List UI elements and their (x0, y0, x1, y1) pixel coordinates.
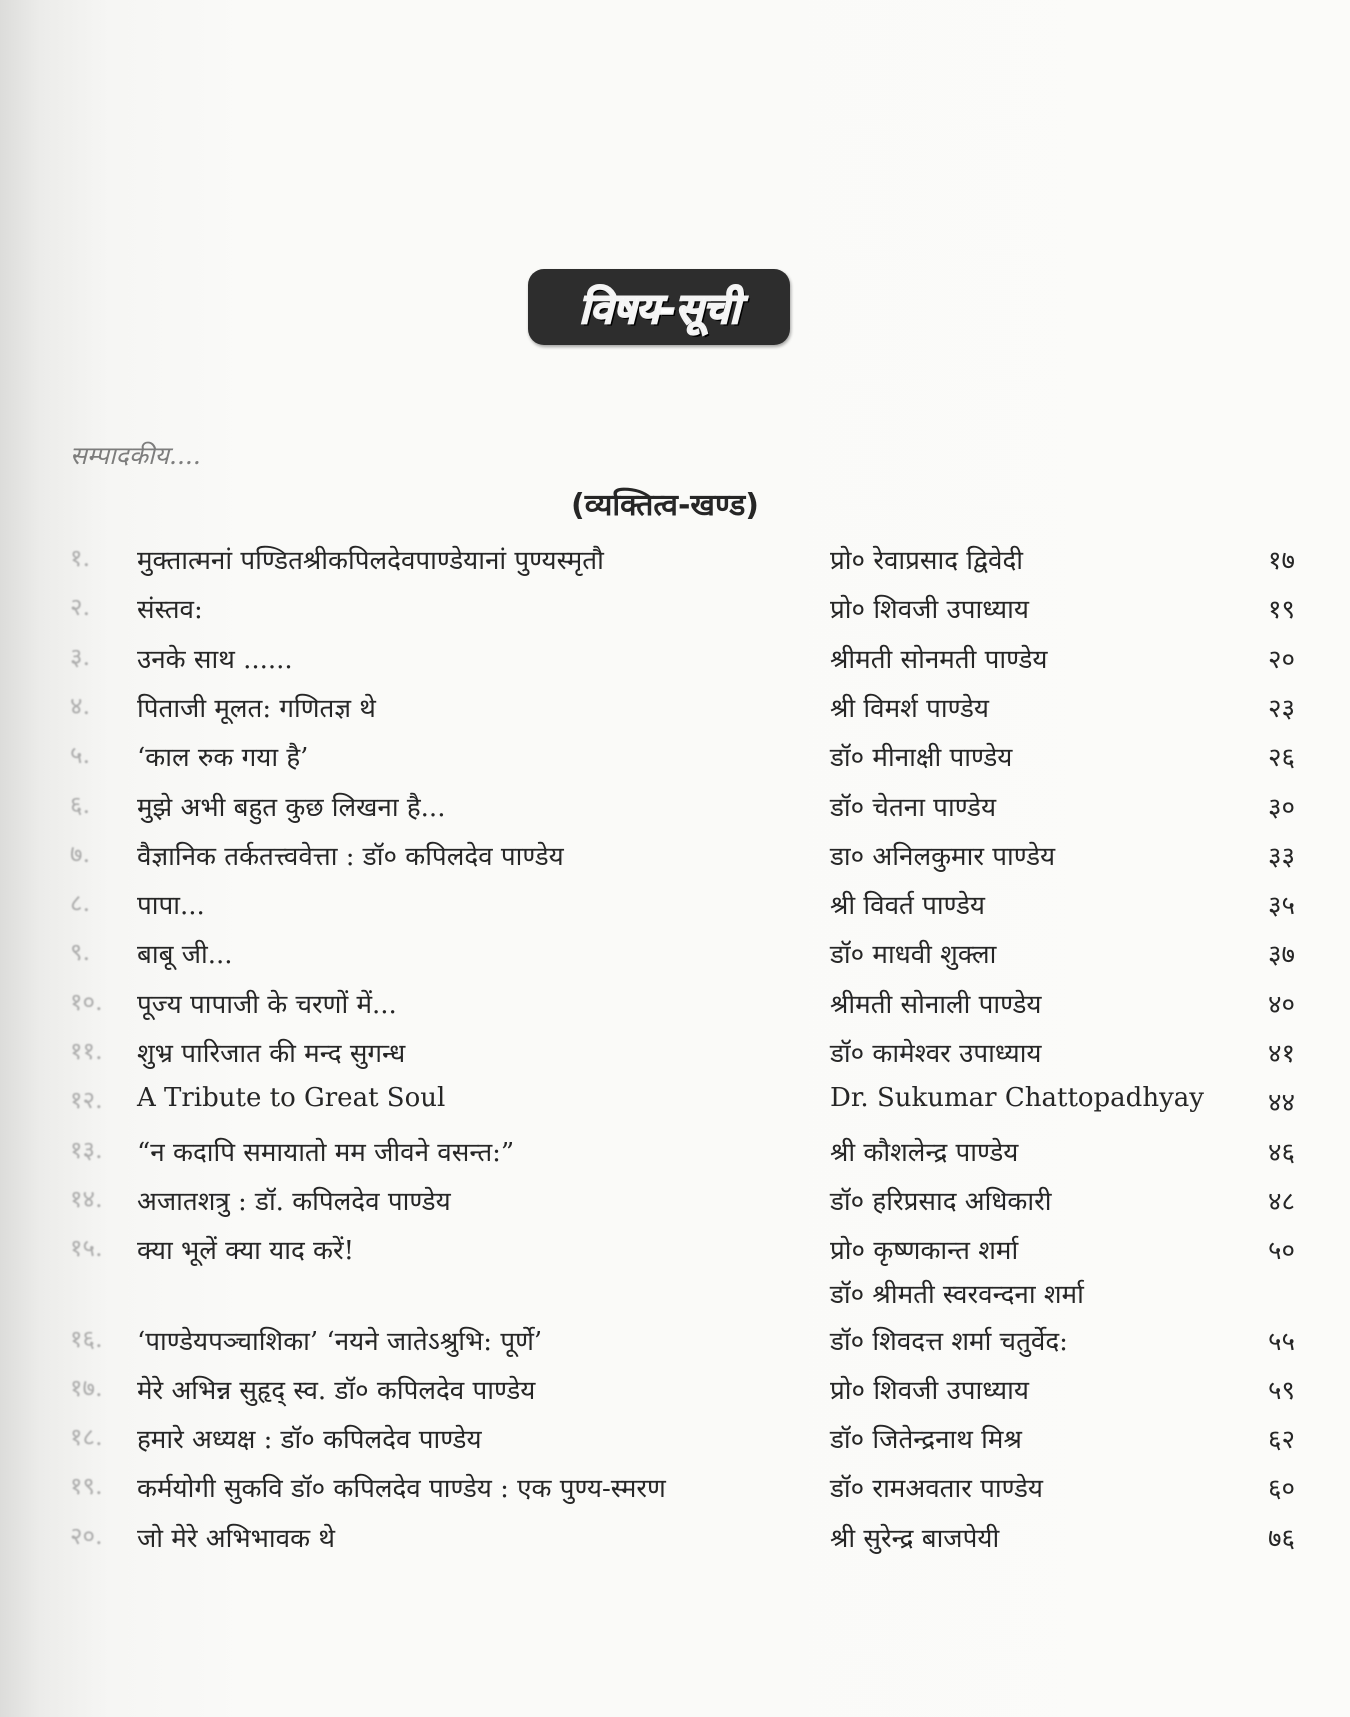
entry-number: ८. (70, 889, 91, 918)
entry-author: डॉ० रामअवतार पाण्डेय (830, 1474, 1043, 1505)
entry-number: १५. (70, 1234, 103, 1263)
entry-author: डॉ० मीनाक्षी पाण्डेय (830, 743, 1013, 774)
entry-title: पापा... (137, 891, 205, 922)
entry-page: ४६ (1267, 1137, 1295, 1168)
entry-title: क्या भूलें क्या याद करें! (137, 1236, 355, 1267)
entry-title: जो मेरे अभिभावक थे (137, 1523, 335, 1554)
entry-author: डॉ० चेतना पाण्डेय (830, 792, 997, 823)
entry-page: ३५ (1267, 891, 1295, 922)
entry-number: २. (70, 593, 91, 622)
entry-number: १९. (70, 1472, 103, 1501)
entry-number: ७. (70, 839, 91, 868)
toc-entry (0, 689, 1350, 733)
entry-title: हमारे अध्यक्ष : डॉ० कपिलदेव पाण्डेय (137, 1425, 482, 1456)
entry-page: ६० (1267, 1474, 1295, 1505)
entry-title: पूज्य पापाजी के चरणों में... (137, 989, 397, 1020)
toc-entry (0, 738, 1350, 782)
toc-entry (0, 1519, 1350, 1563)
toc-entry (0, 788, 1350, 832)
toc-entry (0, 985, 1350, 1029)
entry-title: उनके साथ ...... (137, 644, 293, 675)
entry-author: श्री सुरेन्द्र बाजपेयी (830, 1523, 1000, 1554)
entry-number: २०. (70, 1521, 103, 1550)
entry-page: ३७ (1267, 940, 1295, 971)
entry-number: ११. (70, 1037, 103, 1065)
entry-page: ३३ (1267, 841, 1295, 872)
toc-entry (0, 1420, 1350, 1464)
entry-title: “न कदापि समायातो मम जीवने वसन्त:” (137, 1137, 515, 1168)
entry-number: १३. (70, 1135, 103, 1164)
entry-title: वैज्ञानिक तर्कतत्त्ववेत्ता : डॉ० कपिलदेव पाण्डेय (137, 841, 564, 872)
entry-title: ‘काल रुक गया है’ (137, 743, 309, 774)
entry-author: प्रो० शिवजी उपाध्याय (830, 595, 1029, 626)
entry-page: ४४ (1267, 1088, 1295, 1119)
page-title: विषय-सूची (578, 283, 740, 333)
entry-title: बाबू जी... (137, 940, 233, 971)
entry-number: १. (70, 544, 91, 572)
entry-number: ९. (70, 938, 91, 967)
entry-author: प्रो० शिवजी उपाध्याय (830, 1375, 1029, 1406)
entry-author: श्री विमर्श पाण्डेय (830, 693, 989, 724)
entry-page: ७६ (1267, 1523, 1295, 1554)
entry-page: २३ (1267, 693, 1295, 724)
entry-page: ४१ (1267, 1039, 1295, 1069)
entry-number: १६. (70, 1324, 103, 1353)
entry-page: ५५ (1267, 1326, 1295, 1357)
entry-title: मेरे अभिन्न सुहृद् स्व. डॉ० कपिलदेव पाण्डेय (137, 1375, 536, 1406)
entry-author: डॉ० शिवदत्त शर्मा चतुर्वेद: (830, 1326, 1068, 1357)
entry-author: प्रो० कृष्णकान्त शर्मा (830, 1236, 1019, 1267)
entry-title: A Tribute to Great Soul (137, 1083, 446, 1114)
toc-entry (0, 1469, 1350, 1513)
entry-number: १७. (70, 1373, 103, 1402)
toc-entry (0, 886, 1350, 930)
toc-entry (0, 640, 1350, 684)
entry-page: ४८ (1267, 1186, 1295, 1217)
entry-number: १२. (70, 1086, 103, 1115)
entry-page: १७ (1267, 546, 1295, 576)
entry-title: कर्मयोगी सुकवि डॉ० कपिलदेव पाण्डेय : एक पुण्य-स्मरण (137, 1474, 666, 1505)
toc-entry (0, 1231, 1350, 1311)
entry-number: ४. (70, 691, 91, 720)
entry-author: Dr. Sukumar Chattopadhyay (830, 1083, 1204, 1114)
toc-entry (0, 1034, 1350, 1078)
entry-page: २० (1267, 644, 1295, 675)
entry-number: ३. (70, 642, 91, 671)
toc-entry (0, 1182, 1350, 1226)
entry-page: ६२ (1267, 1425, 1295, 1456)
entry-title: पिताजी मूलत: गणितज्ञ थे (137, 693, 376, 724)
entry-author: डॉ० माधवी शुक्ला (830, 940, 997, 971)
entry-page: ३० (1267, 792, 1295, 823)
toc-entry (0, 541, 1350, 585)
toc-entry (0, 590, 1350, 634)
entry-title: मुक्तात्मनां पण्डितश्रीकपिलदेवपाण्डेयानां पुण्यस्मृतौ (137, 546, 604, 576)
entry-page: ५९ (1267, 1375, 1295, 1406)
entry-page: २६ (1267, 743, 1295, 774)
entry-author: डॉ० हरिप्रसाद अधिकारी (830, 1186, 1052, 1217)
entry-title: अजातशत्रु : डॉ. कपिलदेव पाण्डेय (137, 1186, 451, 1217)
toc-entry (0, 1083, 1350, 1127)
entry-page: १९ (1267, 595, 1295, 626)
editorial-label: सम्पादकीय.... (70, 441, 201, 470)
entry-author: डा० अनिलकुमार पाण्डेय (830, 841, 1056, 872)
entry-author: प्रो० रेवाप्रसाद द्विवेदी (830, 546, 1023, 576)
entry-title: ‘पाण्डेयपञ्चाशिका’ ‘नयने जातेऽश्रुभि: पूर्णे’ (137, 1326, 543, 1357)
entry-author-secondary: डॉ० श्रीमती स्वरवन्दना शर्मा (830, 1280, 1084, 1311)
entry-author: श्री विवर्त पाण्डेय (830, 891, 985, 922)
entry-number: १८. (70, 1423, 103, 1452)
entry-number: १०. (70, 987, 103, 1016)
entry-page: ५० (1267, 1236, 1295, 1267)
section-heading: (व्यक्तित्व-खण्ड) (571, 488, 759, 523)
entry-title: शुभ्र पारिजात की मन्द सुगन्ध (137, 1039, 406, 1069)
toc-entry (0, 1371, 1350, 1415)
entry-title: संस्तव: (137, 595, 203, 626)
entry-number: ५. (70, 741, 91, 770)
entry-number: ६. (70, 790, 91, 819)
toc-entry (0, 1322, 1350, 1366)
entry-author: डॉ० जितेन्द्रनाथ मिश्र (830, 1425, 1022, 1456)
entry-author: श्रीमती सोनमती पाण्डेय (830, 644, 1048, 675)
entry-author: श्री कौशलेन्द्र पाण्डेय (830, 1137, 1019, 1168)
entry-author: श्रीमती सोनाली पाण्डेय (830, 989, 1042, 1020)
toc-entry (0, 935, 1350, 979)
toc-entry (0, 1133, 1350, 1177)
entry-author: डॉ० कामेश्वर उपाध्याय (830, 1039, 1042, 1069)
entry-number: १४. (70, 1184, 103, 1213)
entry-title: मुझे अभी बहुत कुछ लिखना है... (137, 792, 446, 823)
toc-entry (0, 837, 1350, 881)
entry-page: ४० (1267, 989, 1295, 1020)
